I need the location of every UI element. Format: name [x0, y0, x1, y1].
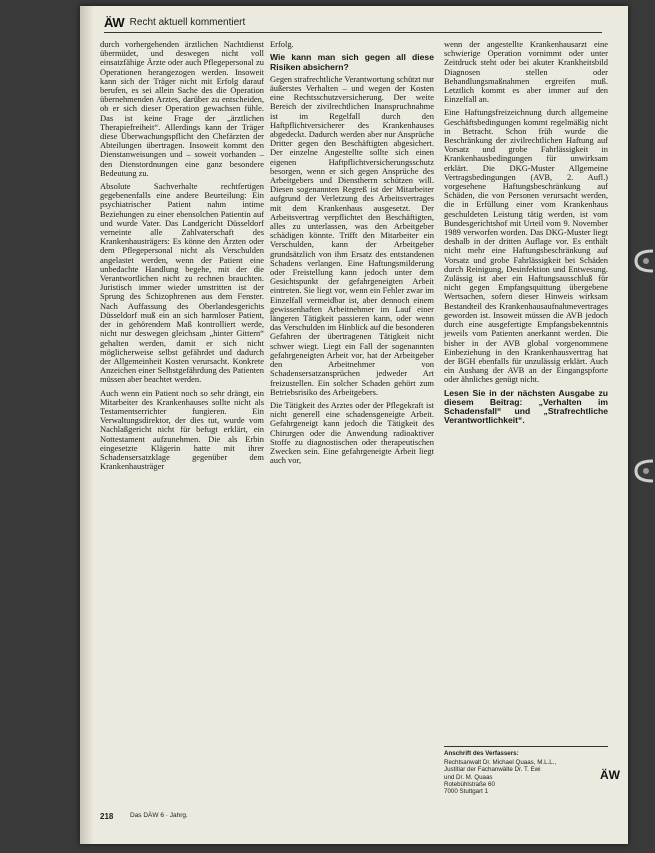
- paragraph: Absolute Sachverhalte rechtfertigen gegebenenfalls eine andere Beurteilung: Ein psychiatrischer Patient nahm intime Beziehungen zu einer ebensolchen Patientin auf und wurde Vater. Das Landgericht Düsseldorf verneinte alle Zahlvaterschaft des Krankenhausträgers: Es könne den Ärzten oder dem Pflegepersonal nicht als Verschulden angelastet werden, wenn der Patient eine unbedachte Handlung begehe, mit der die Verantwortlichen nicht zu rechnen brauchten. Juristisch immer wieder umstritten ist der Sprung des Schizophrenen aus dem Fenster. Nach Auffassung des Oberlandesgerichts Düsseldorf muß ein an sich harmloser Patient, der in gehörendem Maß kontrolliert werde, nicht nur deswegen gleichsam „hinter Gittern“ gehalten werden, damit er sich nicht möglicherweise selbst gefährdet und dadurch der Allgemeinheit Kosten verursacht. Konkrete Anzeichen einer Selbstgefährdung des Patienten müssen aber beachtet werden.: [100, 181, 264, 385]
- text-column-1: [100, 40, 264, 475]
- subheading: Wie kann man sich gegen all diese Risiken absichern?: [270, 52, 434, 72]
- author-line: Justitiar der Fachanwälte Dr. T. Ewi: [444, 766, 541, 774]
- author-line: Rotebühlstraße 60: [444, 780, 495, 788]
- paragraph: Auch wenn ein Patient noch so sehr drängt, ein Mitarbeiter des Krankenhauses sollte nicht als Testamentserrichter fungieren. Ein Verwaltungsdirektor, der dies tut, wurde vom Nachlaßgericht nicht für befugt erklärt, ein Nottestament aufzunehmen. Die als Erbin eingesetzte Klägerin hatte mit ihrer Schadensersatzklage gegenüber dem Krankenhausträger: [100, 387, 264, 472]
- author-heading: Anschrift des Verfassers:: [444, 750, 519, 757]
- author-line: und Dr. M. Quaas: [444, 773, 493, 781]
- journal-logo: ÄW: [104, 14, 124, 30]
- next-issue-teaser: Lesen Sie in der nächsten Ausgabe zu diesem Beitrag: „Verhalten im Schadensfall“ und „Strafrechtliche Verantwortlichkeit“.: [444, 387, 608, 426]
- author-rule: [444, 746, 608, 747]
- author-line: Rechtsanwalt Dr. Michael Quaas, M.L.L.,: [444, 759, 557, 767]
- paragraph: Erfolg.: [270, 39, 294, 49]
- page-number: 218: [100, 812, 114, 821]
- page-header: [104, 14, 604, 30]
- paragraph: wenn der angestellte Krankenhausarzt eine schwierige Operation vornimmt oder unter Zeitdruck steht oder bei akuter Krankheitsbild Diagnosen stellen oder Behandlungsmaßnahmen ergreifen muß. Letztlich kommt es aber immer auf den Einzelfall an.: [444, 39, 608, 105]
- paragraph: durch vorhergehenden ärztlichen Nachtdienst übermüdet, und deswegen nicht voll einsatzfähige Ärzte oder auch Pflegepersonal zu Operationen herangezogen werden. Insoweit kann sich der Träger nicht mit Erfolg darauf berufen, es sei allein Sache des die Operation übernehmenden Arztes, darüber zu entscheiden, ob er sich dieser Operation gewachsen fühle. Das ist keine Frage der „ärztlichen Therapiefreiheit“. Allerdings kann der Träger diese Überwachungspflicht den Chefärzten der Abteilungen übertragen. Insoweit kommt den Dienstanweisungen und – soweit vorhanden – den Dienstordnungen eine ganz besondere Bedeutung zu.: [100, 39, 264, 178]
- text-column-3: [444, 40, 608, 430]
- footer-logo: ÄW: [600, 768, 620, 782]
- section-title: Recht aktuell kommentiert: [129, 16, 246, 28]
- author-line: 7000 Stuttgart 1: [444, 788, 489, 796]
- header-rule: [104, 32, 602, 33]
- text-column-2: [270, 40, 434, 469]
- binder-clip-icon: [633, 458, 655, 484]
- author-address-box: [444, 746, 608, 795]
- page-binding-shadow: [80, 6, 94, 844]
- paragraph: Gegen strafrechtliche Verantwortung schützt nur äußerstes Verhalten – und wegen der Kosten eine Rechtsschutzversicherung. Der weite Bereich der zivilrechtlichen Inanspruchnahme ist im Regelfall durch den Haftpflichtversicherer des Krankenhauses abgedeckt. Dadurch werden aber nur Ansprüche Dritter gegen den Beschäftigten abgesichert. Der einzelne Angestellte sollte sich einen eigenen Haftpflichtversicherungsschutz besorgen, wenn er sich gegen Ansprüche des Arbeitgebers und Dienstherrn schützen will. Diesen sogenannten Regreß ist der Mitarbeiter aufgrund der Verletzung des Arbeitsvertrages mit dem Krankenhaus ausgesetzt. Der Arbeitsvertrag verpflichtet den Beschäftigten, alles zu unterlassen, was den Arbeitgeber schädigen könnte. Trifft den Mitarbeiter ein Verschulden, kann der Arbeitgeber grundsätzlich von ihm Ersatz des entstandenen Schadens verlangen. Eine Haftungsmilderung oder Freistellung kann jedoch unter dem Gesichtspunkt der gefahrgeneigten Arbeit eintreten. Sie liegt vor, wenn ein Fehler zwar im Einzelfall vermeidbar ist, aber dennoch einem gewissenhaften Arbeitnehmer im Lauf einer längeren Tätigkeit passieren kann, oder wenn das Verschulden im Hinblick auf die besonderen Gefahren der übertragenen Tätigkeit nicht schwer wiegt. Liegt ein Fall der sogenannten gefahrgeneigten Arbeit vor, hat der Arbeitgeber den Arbeitnehmer von Schadensersatzansprüchen jedweder Art freizustellen. Ein solcher Schaden gehört zum Betriebsrisiko des Arbeitgebers.: [270, 73, 434, 397]
- issue-info: Das DÄW 6 · Jahrg.: [130, 812, 188, 819]
- binder-clip-icon: [633, 248, 655, 274]
- document-page: [80, 6, 628, 844]
- paragraph: Eine Haftungsfreizeichnung durch allgemeine Geschäftsbedingungen kommt regelmäßig nicht in Betracht. Schon früh wurde die Beschränkung der zivilrechtlichen Haftung auf Vorsatz und grobe Fahrlässigkeit in Krankenhausbedingungen für unwirksam erklärt. Die DKG-Muster Allgemeine Vertragsbedingungen (AVB, 2. Aufl.) vorgesehene Haftungsbeschränkung auf Schäden, die von Personen verursacht werden, die in Erfüllung einer vom Krankenhaus geschuldeten Leistung tätig werden, ist vom Bundesgerichtshof mit Urteil vom 9. November 1989 verworfen worden. Das DKG-Muster liegt deshalb in der dritten Auflage vor. Es enthält nicht mehr eine Haftungsbeschränkung auf Vorsatz und grobe Fahrlässigkeit bei Schäden durch Reinigung, Desinfektion und Entwesung. Zulässig ist aber ein Haftungsausschluß für nicht gegen Empfangsquittung übergebene Wertsachen, sofern dieser Hinweis wirksam Bestandteil des Krankenhausaufnahmevertrages geworden ist. Insoweit müssen die AVB jedoch durch eine ausgefertigte Empfangsbekenntnis jeweils vom Patienten anerkannt werden. Die bisher in der AVB global vorgenommene Einbeziehung in den Krankenhausvertrag hat der BGH ebenfalls für unzulässig erklärt. Auch ein Aushang der AVB an der Eingangspforte oder ähnliches genügt nicht.: [444, 107, 608, 385]
- paragraph: Die Tätigkeit des Arztes oder der Pflegekraft ist nicht generell eine schadensgeneigte Arbeit. Gefahrgeneigt kann jedoch die Tätigkeit des Chirurgen oder die Anwendung radioaktiver Stoffe zu diagnostischen oder therapeutischen Zwecken sein. Eine gefahrgeneigte Arbeit liegt auch vor,: [270, 399, 434, 466]
